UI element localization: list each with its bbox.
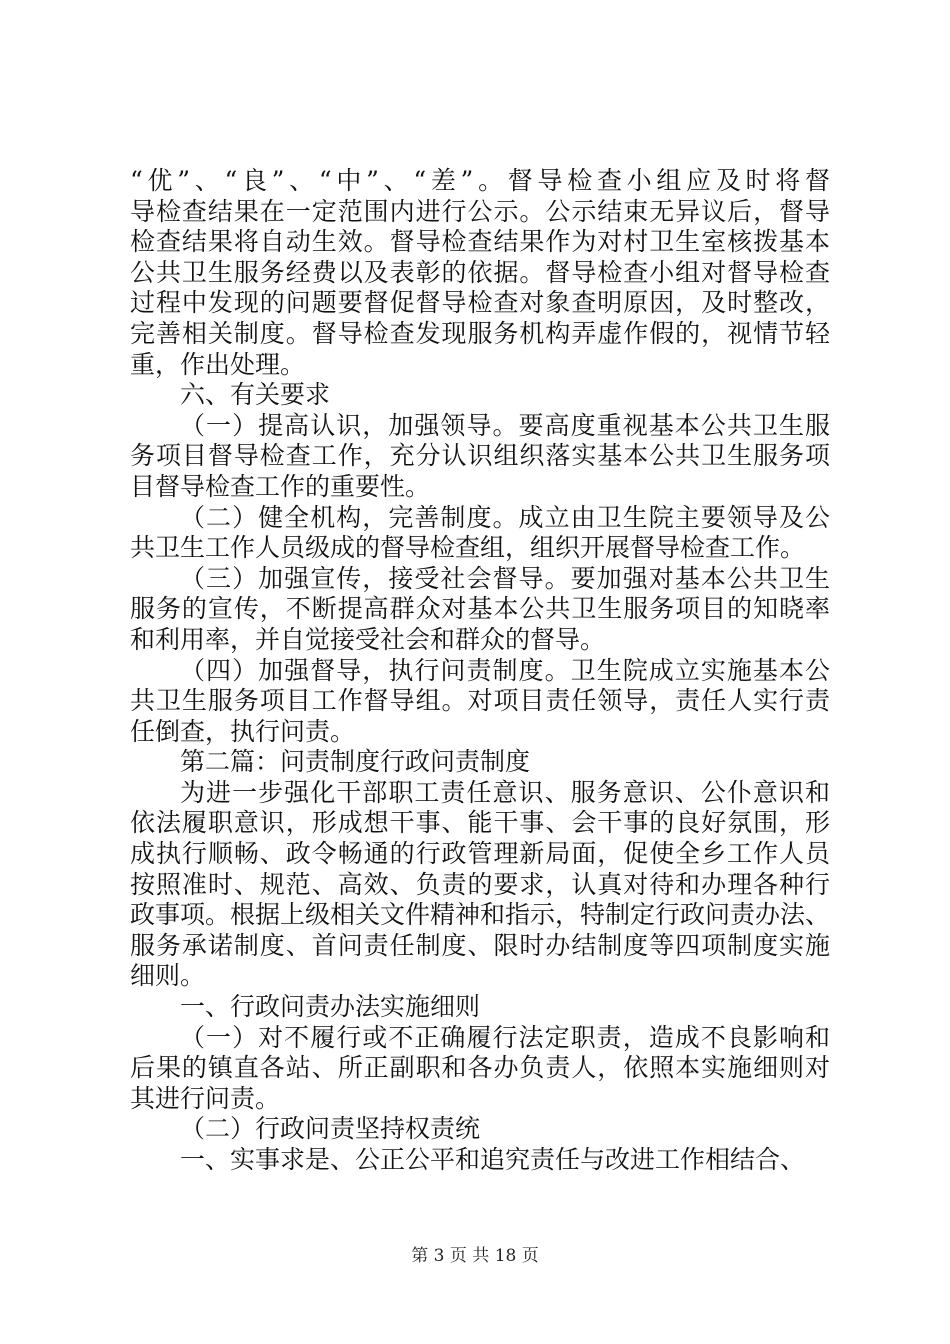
text-line: （一）对不履行或不正确履行法定职责，造成不良影响和: [180, 1022, 830, 1052]
text-line: 六、有关要求: [180, 380, 331, 410]
paragraph: [130, 564, 830, 656]
text-line: （四）加强督导，执行问责制度。卫生院成立实施基本公: [180, 655, 830, 685]
paragraph: [130, 380, 830, 411]
text-line: 导检查结果在一定范围内进行公示。公示结束无异议后，督导: [130, 196, 830, 226]
document-body: [130, 166, 830, 1176]
paragraph: [130, 166, 830, 380]
paragraph: [130, 656, 830, 748]
text-line: 成执行顺畅、政令畅通的行政管理新局面，促使全乡工作人员: [130, 839, 830, 869]
text-line: 共卫生工作人员级成的督导检查组，组织开展督导检查工作。: [130, 533, 806, 563]
text-line: 检查结果将自动生效。督导检查结果作为对村卫生室核拨基本: [130, 227, 830, 257]
paragraph: [130, 1145, 830, 1176]
text-line: 一、行政问责办法实施细则: [180, 992, 481, 1022]
text-line: （二）健全机构，完善制度。成立由卫生院主要领导及公: [180, 502, 830, 532]
text-line: （一）提高认识，加强领导。要高度重视基本公共卫生服: [180, 410, 830, 440]
text-line: 按照准时、规范、高效、负责的要求，认真对待和办理各种行: [130, 869, 830, 899]
text-line: 公共卫生服务经费以及表彰的依据。督导检查小组对督导检查: [130, 257, 830, 287]
paragraph: [130, 1114, 830, 1145]
text-line: 完善相关制度。督导检查发现服务机构弄虚作假的，视情节轻: [130, 318, 830, 348]
paragraph: [130, 1023, 830, 1115]
paragraph: [130, 992, 830, 1023]
text-line: 细则。: [130, 961, 206, 991]
text-line: 依法履职意识，形成想干事、能干事、会干事的良好氛围，形: [130, 808, 830, 838]
paragraph: [130, 747, 830, 778]
text-line: 一、实事求是、公正公平和追究责任与改进工作相结合、: [180, 1145, 806, 1174]
text-line: 服务承诺制度、首问责任制度、限时办结制度等四项制度实施: [130, 930, 830, 960]
text-line: （二）行政问责坚持权责统: [180, 1114, 481, 1144]
text-line: 重，作出处理。: [130, 349, 306, 379]
text-line: 务项目督导检查工作，充分认识组织落实基本公共卫生服务项: [130, 441, 830, 471]
paragraph: [130, 503, 830, 564]
text-line: （三）加强宣传，接受社会督导。要加强对基本公共卫生: [180, 563, 830, 593]
text-line: 任倒查，执行问责。: [130, 716, 356, 746]
text-line: 目督导检查工作的重要性。: [130, 471, 431, 501]
text-line: 共卫生服务项目工作督导组。对项目责任领导，责任人实行责: [130, 686, 830, 716]
text-line: 后果的镇直各站、所正副职和各办负责人，依照本实施细则对: [130, 1053, 830, 1083]
text-line: 其进行问责。: [130, 1083, 281, 1113]
paragraph: [130, 411, 830, 503]
text-line: 过程中发现的问题要督促督导检查对象查明原因，及时整改，: [130, 288, 830, 318]
text-line: 和利用率，并自觉接受社会和群众的督导。: [130, 624, 606, 654]
paragraph: [130, 778, 830, 992]
text-line: 第二篇：问责制度行政问责制度: [180, 747, 531, 777]
text-line: 政事项。根据上级相关文件精神和指示，特制定行政问责办法、: [130, 900, 830, 930]
text-line: 服务的宣传，不断提高群众对基本公共卫生服务项目的知晓率: [130, 594, 830, 624]
text-line: 为进一步强化干部职工责任意识、服务意识、公仆意识和: [180, 777, 830, 807]
page-footer: 第 3 页 共 18 页: [411, 1246, 539, 1266]
text-line: “优”、“良”、“中”、“差”。督导检查小组应及时将督: [130, 166, 830, 195]
